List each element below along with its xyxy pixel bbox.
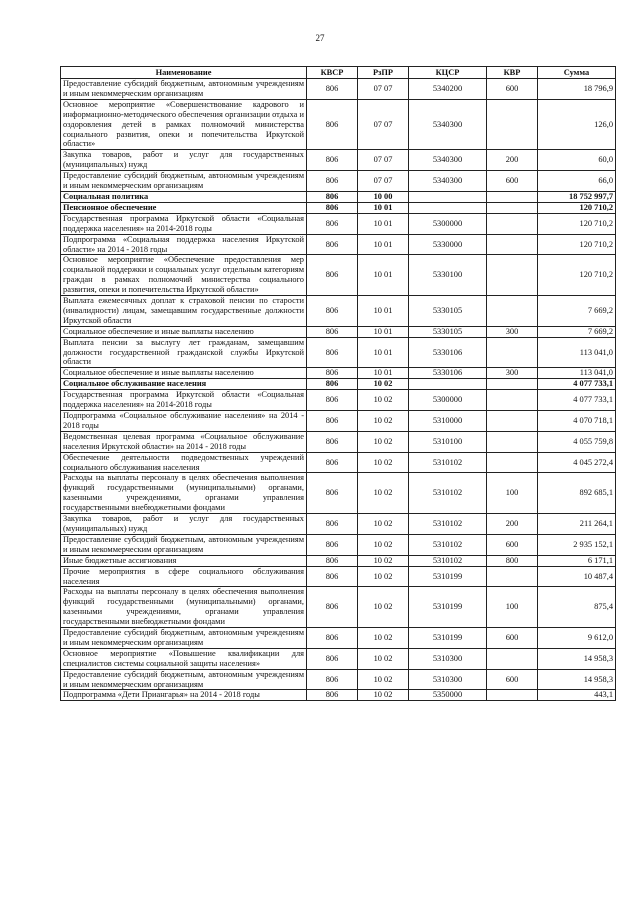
cell-kvr: 300 [487, 326, 538, 337]
cell-sum: 211 264,1 [538, 514, 616, 535]
cell-kcsr: 5340300 [409, 99, 487, 150]
cell-kvr: 600 [487, 171, 538, 192]
cell-kcsr: 5350000 [409, 690, 487, 701]
header-rzpr: РзПР [358, 67, 409, 79]
table-row [61, 202, 616, 213]
cell-sum: 875,4 [538, 587, 616, 628]
cell-name: Выплата пенсии за выслугу лет гражданам, замещавшим должности государственной гражданской службы Иркутской области [61, 337, 307, 368]
cell-name: Предоставление субсидий бюджетным, автономным учреждениям и иным некоммерческим организациям [61, 171, 307, 192]
cell-kvsr: 806 [307, 390, 358, 411]
cell-kvr: 100 [487, 587, 538, 628]
cell-kvsr: 806 [307, 587, 358, 628]
table-row [61, 99, 616, 150]
cell-rzpr: 10 02 [358, 431, 409, 452]
cell-rzpr: 07 07 [358, 99, 409, 150]
cell-kcsr: 5310000 [409, 411, 487, 432]
cell-kvsr: 806 [307, 296, 358, 327]
table-row [61, 150, 616, 171]
table-row [61, 296, 616, 327]
cell-kvr [487, 296, 538, 327]
table-row [61, 431, 616, 452]
cell-kvr: 600 [487, 79, 538, 100]
table-row [61, 628, 616, 649]
table-row [61, 669, 616, 690]
cell-kvr [487, 431, 538, 452]
cell-kcsr: 5310102 [409, 534, 487, 555]
table-header [61, 67, 616, 79]
cell-kcsr: 5300000 [409, 213, 487, 234]
cell-rzpr: 10 02 [358, 514, 409, 535]
header-kcsr: КЦСР [409, 67, 487, 79]
table-row [61, 514, 616, 535]
cell-sum: 120 710,2 [538, 255, 616, 296]
header-kvsr: КВСР [307, 67, 358, 79]
cell-name: Основное мероприятие «Повышение квалификации для специалистов системы социальной защиты населения» [61, 648, 307, 669]
cell-kvsr: 806 [307, 99, 358, 150]
cell-name: Подпрограмма «Социальная поддержка населения Иркутской области» на 2014 - 2018 годы [61, 234, 307, 255]
cell-kcsr: 5330105 [409, 326, 487, 337]
cell-kcsr: 5310199 [409, 587, 487, 628]
table-row [61, 191, 616, 202]
cell-rzpr: 10 01 [358, 296, 409, 327]
cell-name: Подпрограмма «Дети Приангарья» на 2014 - 2018 годы [61, 690, 307, 701]
cell-name: Выплата ежемесячных доплат к страховой пенсии по старости (инвалидности) лицам, замещавшим государственные должности Иркутской области [61, 296, 307, 327]
cell-sum: 4 070 718,1 [538, 411, 616, 432]
cell-kvr: 100 [487, 473, 538, 514]
cell-rzpr: 10 01 [358, 234, 409, 255]
cell-rzpr: 10 02 [358, 411, 409, 432]
table-row [61, 368, 616, 379]
table-row [61, 648, 616, 669]
cell-kcsr: 5330106 [409, 337, 487, 368]
cell-kvr [487, 213, 538, 234]
cell-kvsr: 806 [307, 411, 358, 432]
cell-rzpr: 10 02 [358, 452, 409, 473]
cell-kvr: 600 [487, 534, 538, 555]
cell-kcsr: 5310102 [409, 452, 487, 473]
cell-kvsr: 806 [307, 234, 358, 255]
cell-kvsr: 806 [307, 368, 358, 379]
cell-rzpr: 10 02 [358, 587, 409, 628]
cell-kvr [487, 452, 538, 473]
cell-sum: 120 710,2 [538, 213, 616, 234]
cell-kvsr: 806 [307, 379, 358, 390]
cell-kvr: 200 [487, 150, 538, 171]
cell-kvr [487, 234, 538, 255]
cell-kcsr: 5310199 [409, 566, 487, 587]
cell-rzpr: 10 02 [358, 555, 409, 566]
cell-kvsr: 806 [307, 514, 358, 535]
table-row [61, 566, 616, 587]
cell-name: Расходы на выплаты персоналу в целях обеспечения выполнения функций государственными (муниципальными) органами, казенными учреждениями, органами управления государственными внебюджетными фондами [61, 473, 307, 514]
header-kvr: КВР [487, 67, 538, 79]
cell-kcsr: 5330106 [409, 368, 487, 379]
cell-kcsr [409, 379, 487, 390]
cell-rzpr: 10 02 [358, 379, 409, 390]
cell-kcsr [409, 202, 487, 213]
cell-rzpr: 07 07 [358, 79, 409, 100]
cell-name: Закупка товаров, работ и услуг для государственных (муниципальных) нужд [61, 150, 307, 171]
table-row [61, 255, 616, 296]
cell-name: Государственная программа Иркутской области «Социальная поддержка населения» на 2014-2018 годы [61, 213, 307, 234]
table-row [61, 473, 616, 514]
table-row [61, 411, 616, 432]
cell-kcsr: 5330105 [409, 296, 487, 327]
cell-sum: 14 958,3 [538, 648, 616, 669]
cell-name: Государственная программа Иркутской области «Социальная поддержка населения» на 2014-2018 годы [61, 390, 307, 411]
cell-name: Прочие мероприятия в сфере социального обслуживания населения [61, 566, 307, 587]
cell-sum: 4 077 733,1 [538, 379, 616, 390]
cell-kvsr: 806 [307, 79, 358, 100]
cell-kvr [487, 390, 538, 411]
cell-sum: 443,1 [538, 690, 616, 701]
cell-name: Основное мероприятие «Совершенствование кадрового и информационно-методического обеспечения организации отдыха и оздоровления детей в рамках полномочий министерства социального развития, опеки и попечительства Иркутской области» [61, 99, 307, 150]
cell-rzpr: 10 01 [358, 368, 409, 379]
header-name: Наименование [61, 67, 307, 79]
cell-kcsr: 5310199 [409, 628, 487, 649]
cell-rzpr: 10 02 [358, 390, 409, 411]
cell-kvr: 600 [487, 669, 538, 690]
cell-rzpr: 07 07 [358, 171, 409, 192]
cell-sum: 892 685,1 [538, 473, 616, 514]
cell-kvr: 200 [487, 514, 538, 535]
cell-name: Подпрограмма «Социальное обслуживание населения» на 2014 - 2018 годы [61, 411, 307, 432]
cell-name: Ведомственная целевая программа «Социальное обслуживание населения Иркутской области» на 2014 - 2018 годы [61, 431, 307, 452]
cell-kvsr: 806 [307, 191, 358, 202]
cell-kvsr: 806 [307, 255, 358, 296]
cell-sum: 60,0 [538, 150, 616, 171]
cell-name: Социальное обеспечение и иные выплаты населению [61, 368, 307, 379]
cell-kvr: 300 [487, 368, 538, 379]
cell-kcsr: 5340300 [409, 150, 487, 171]
cell-kvr [487, 411, 538, 432]
cell-sum: 9 612,0 [538, 628, 616, 649]
cell-kvr [487, 337, 538, 368]
cell-sum: 113 041,0 [538, 337, 616, 368]
table-row [61, 337, 616, 368]
cell-kvr [487, 99, 538, 150]
cell-kvr [487, 566, 538, 587]
cell-name: Иные бюджетные ассигнования [61, 555, 307, 566]
cell-kvsr: 806 [307, 534, 358, 555]
table-row [61, 79, 616, 100]
cell-kvr: 800 [487, 555, 538, 566]
cell-kvsr: 806 [307, 213, 358, 234]
cell-kcsr: 5310100 [409, 431, 487, 452]
cell-kcsr: 5310102 [409, 555, 487, 566]
cell-rzpr: 10 02 [358, 534, 409, 555]
cell-kcsr: 5310102 [409, 473, 487, 514]
cell-rzpr: 10 02 [358, 690, 409, 701]
table-row [61, 555, 616, 566]
cell-rzpr: 10 02 [358, 669, 409, 690]
cell-kvr: 600 [487, 628, 538, 649]
cell-kvsr: 806 [307, 648, 358, 669]
cell-kvsr: 806 [307, 326, 358, 337]
cell-kcsr: 5330100 [409, 255, 487, 296]
cell-sum: 126,0 [538, 99, 616, 150]
cell-rzpr: 10 02 [358, 566, 409, 587]
cell-kvsr: 806 [307, 555, 358, 566]
cell-sum: 120 710,2 [538, 234, 616, 255]
cell-kvsr: 806 [307, 669, 358, 690]
cell-kcsr: 5310300 [409, 669, 487, 690]
cell-kvsr: 806 [307, 628, 358, 649]
cell-kcsr: 5330000 [409, 234, 487, 255]
table-row [61, 326, 616, 337]
cell-sum: 6 171,1 [538, 555, 616, 566]
cell-kvsr: 806 [307, 337, 358, 368]
cell-sum: 7 669,2 [538, 326, 616, 337]
table-row [61, 587, 616, 628]
table-body [61, 79, 616, 701]
cell-kvr [487, 255, 538, 296]
cell-kvr [487, 202, 538, 213]
cell-name: Предоставление субсидий бюджетным, автономным учреждениям и иным некоммерческим организациям [61, 79, 307, 100]
cell-name: Социальное обслуживание населения [61, 379, 307, 390]
table-row [61, 690, 616, 701]
cell-name: Основное мероприятие «Обеспечение предоставления мер социальной поддержки и социальных услуг отдельным категориям граждан в рамках полномочий министерства социального развития, опеки и попечительства Иркутской области» [61, 255, 307, 296]
cell-rzpr: 10 00 [358, 191, 409, 202]
cell-sum: 120 710,2 [538, 202, 616, 213]
budget-table [60, 66, 616, 701]
cell-sum: 18 752 997,7 [538, 191, 616, 202]
cell-sum: 4 055 759,8 [538, 431, 616, 452]
cell-sum: 4 045 272,4 [538, 452, 616, 473]
cell-sum: 113 041,0 [538, 368, 616, 379]
header-sum: Сумма [538, 67, 616, 79]
cell-kvsr: 806 [307, 690, 358, 701]
cell-kvsr: 806 [307, 452, 358, 473]
cell-sum: 14 958,3 [538, 669, 616, 690]
cell-sum: 2 935 152,1 [538, 534, 616, 555]
cell-kvsr: 806 [307, 202, 358, 213]
cell-kvr [487, 191, 538, 202]
table-row [61, 213, 616, 234]
cell-kcsr: 5340200 [409, 79, 487, 100]
cell-kvsr: 806 [307, 473, 358, 514]
cell-rzpr: 10 02 [358, 648, 409, 669]
cell-kvr [487, 379, 538, 390]
cell-sum: 7 669,2 [538, 296, 616, 327]
cell-name: Пенсионное обеспечение [61, 202, 307, 213]
table-row [61, 234, 616, 255]
cell-rzpr: 10 01 [358, 213, 409, 234]
cell-rzpr: 10 01 [358, 202, 409, 213]
cell-name: Расходы на выплаты персоналу в целях обеспечения выполнения функций государственными (муниципальными) органами, казенными учреждениями, органами управления государственными внебюджетными фондами [61, 587, 307, 628]
header-row [61, 67, 616, 79]
cell-kvsr: 806 [307, 171, 358, 192]
cell-rzpr: 10 01 [358, 255, 409, 296]
cell-rzpr: 10 02 [358, 628, 409, 649]
cell-name: Закупка товаров, работ и услуг для государственных (муниципальных) нужд [61, 514, 307, 535]
cell-kvr [487, 648, 538, 669]
cell-rzpr: 10 02 [358, 473, 409, 514]
cell-sum: 4 077 733,1 [538, 390, 616, 411]
cell-name: Социальное обеспечение и иные выплаты населению [61, 326, 307, 337]
cell-name: Социальная политика [61, 191, 307, 202]
cell-kcsr: 5310300 [409, 648, 487, 669]
table-row [61, 390, 616, 411]
cell-kcsr: 5300000 [409, 390, 487, 411]
table-row [61, 171, 616, 192]
cell-name: Предоставление субсидий бюджетным, автономным учреждениям и иным некоммерческим организациям [61, 534, 307, 555]
cell-kvsr: 806 [307, 150, 358, 171]
table-row [61, 452, 616, 473]
table-row [61, 534, 616, 555]
cell-name: Обеспечение деятельности подведомственных учреждений социального обслуживания населения [61, 452, 307, 473]
cell-rzpr: 10 01 [358, 326, 409, 337]
cell-kcsr: 5340300 [409, 171, 487, 192]
cell-rzpr: 10 01 [358, 337, 409, 368]
page-number: 27 [315, 33, 325, 43]
cell-kvsr: 806 [307, 431, 358, 452]
cell-name: Предоставление субсидий бюджетным, автономным учреждениям и иным некоммерческим организациям [61, 669, 307, 690]
cell-kcsr: 5310102 [409, 514, 487, 535]
cell-name: Предоставление субсидий бюджетным, автономным учреждениям и иным некоммерческим организациям [61, 628, 307, 649]
cell-kcsr [409, 191, 487, 202]
cell-kvsr: 806 [307, 566, 358, 587]
cell-kvr [487, 690, 538, 701]
cell-rzpr: 07 07 [358, 150, 409, 171]
cell-sum: 10 487,4 [538, 566, 616, 587]
cell-sum: 66,0 [538, 171, 616, 192]
cell-sum: 18 796,9 [538, 79, 616, 100]
table-row [61, 379, 616, 390]
